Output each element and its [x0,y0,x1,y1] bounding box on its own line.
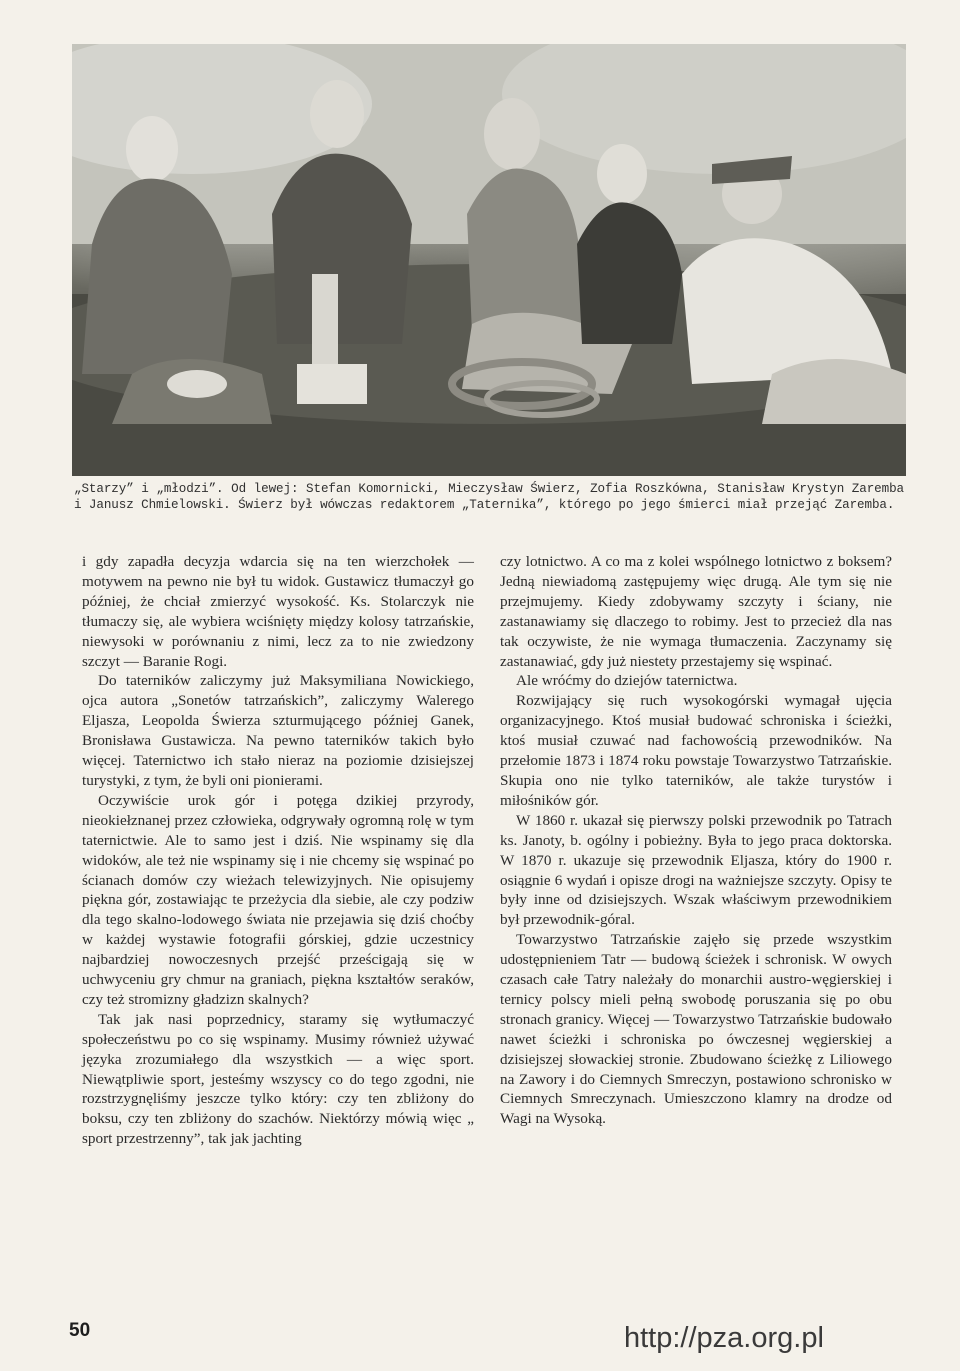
paragraph: Towarzystwo Tatrzańskie zajęło się przede wszystkim udostępnieniem Tatr — budową ścieżek i schronisk. W owych czasach całe Tatry należały do monarchii austro-węgierskiej i ternicy polscy mieli pełną swobodę poruszania się po obu stronach granicy. Więcej — Towarzystwo Tatrzańskie budowało nawet ścieżki i schroniska po ówczesnej węgierskiej a dzisiejszej słowackiej stronie. Zbudowano ścieżkę z Liliowego na Zawory i do Ciemnych Smreczyn, postawiono schronisko w Ciemnych Smreczynach. Umieszczono klamry na drodze od Wagi na Wysoką. [500,931,892,1128]
paragraph: W 1860 r. ukazał się pierwszy polski przewodnik po Tatrach ks. Janoty, b. ogólny i pobieżny. Była to jego praca doktorska. W 1870 r. ukazuje się przewodnik Eljasza, który do 1900 r. osiągnie 6 wydań i opisze drogi na ważniejsze szczyty. Opisy te były inne od dzisiejszych. Wszak właściwym przewodnikiem był przewodnik-góral. [500,811,892,929]
page-number: 50 [69,1320,91,1341]
paragraph: czy lotnictwo. A co ma z kolei wspólnego lotnictwo z boksem? Jedną niewiadomą zastępujemy więc drugą. Ale tym się nie przejmujemy. Kiedy zdobywamy szczyty i ściany, nie zastanawiamy się dlaczego to robimy. Jest to przecież dla nas tak oczywiste, że nie wymaga tłumaczenia. Zaczynamy się zastanawiać, gdy już niestety przestajemy się wspinać. [500,553,892,670]
paragraph: Tak jak nasi poprzednicy, staramy się wytłumaczyć społeczeństwu po co się wspinamy. Musimy również używać języka zrozumiałego dla wszystkich — a więc sport. Niewątpliwie sport, jesteśmy wszyscy co do tego zgodni, nie rozstrzygnęliśmy jeszcze tylko który: czy ten zbliżony do boksu, czy ten zbliżony do szachów. Niektórzy mówią więc „ sport przestrzenny”, tak jak jachting [82,1010,474,1148]
group-photo [72,44,906,476]
article-right-column [500,552,892,1129]
paragraph: Ale wróćmy do dziejów taternictwa. [516,672,738,690]
group-photo-illustration [72,44,906,476]
paragraph: Rozwijający się ruch wysokogórski wymagał ujęcia organizacyjnego. Ktoś musiał budować schroniska i ścieżki, ktoś musiał czuwać nad fachowością przewodników. Na przełomie 1873 i 1874 roku powstaje Towarzystwo Tatrzańskie. Skupia ono nie tylko taterników, ale także turystów i miłośników gór. [500,692,892,809]
paragraph: i gdy zapadła decyzja wdarcia się na ten wierzchołek — motywem na pewno nie był tu widok. Gustawicz tłumaczył go później, że chciał zmierzyć wysokość. Ks. Stolarczyk nie tłumaczy się, ale wybiera wciśnięty między kolosy tatrzańskie, niewysoki w porównaniu z nimi, lecz za to nie zwiedzony szczyt — Baranie Rogi. [82,553,474,670]
article-left-column [82,552,474,1149]
paragraph: Oczywiście urok gór i potęga dzikiej przyrody, nieokiełznanej przez człowieka, odgrywały ogromną rolę w tym taternictwie. Ale to samo jest i dziś. Nie wspinamy się dla widoków, ale też nie wspinamy się i nie chcemy się wspinać po ścianach domów czy wieżach telewizyjnych. Nie opisujemy piękna gór, zostawiając te przeżycia dla siebie, ale czy podziw dla tego skalno-lodowego świata nie przejawia się dziś choćby w każdej wystawie fotografii górskiej, gdzie uczestnicy najbardziej nowoczesnych przejść prześcigają się w uchwyceniu gry chmur na graniach, piękna kształtów seraków, czy też stromizny gładzizn skalnych? [82,791,474,1008]
paragraph: Do taterników zaliczymy już Maksymiliana Nowickiego, ojca autora „Sonetów tatrzańskich”, zaliczymy Walerego Eljasza, Leopolda Świerza szturmującego później Ganek, Bronisława Gustawicza. Na pewno taterników takich było więcej. Taternictwo ich stało nieraz na poziomie dzisiejszej turystyki, z tym, że byli oni pionierami. [82,672,474,789]
photo-caption: „Starzy” i „młodzi”. Od lewej: Stefan Komornicki, Mieczysław Świerz, Zofia Roszkówna, Stanisław Krystyn Zaremba i Janusz Chmielowski. Świerz był wówczas redaktorem „Taternika”, którego po jego śmierci miał przejąć Zaremba. [74,482,904,512]
source-watermark: http://pza.org.pl [624,1322,824,1354]
